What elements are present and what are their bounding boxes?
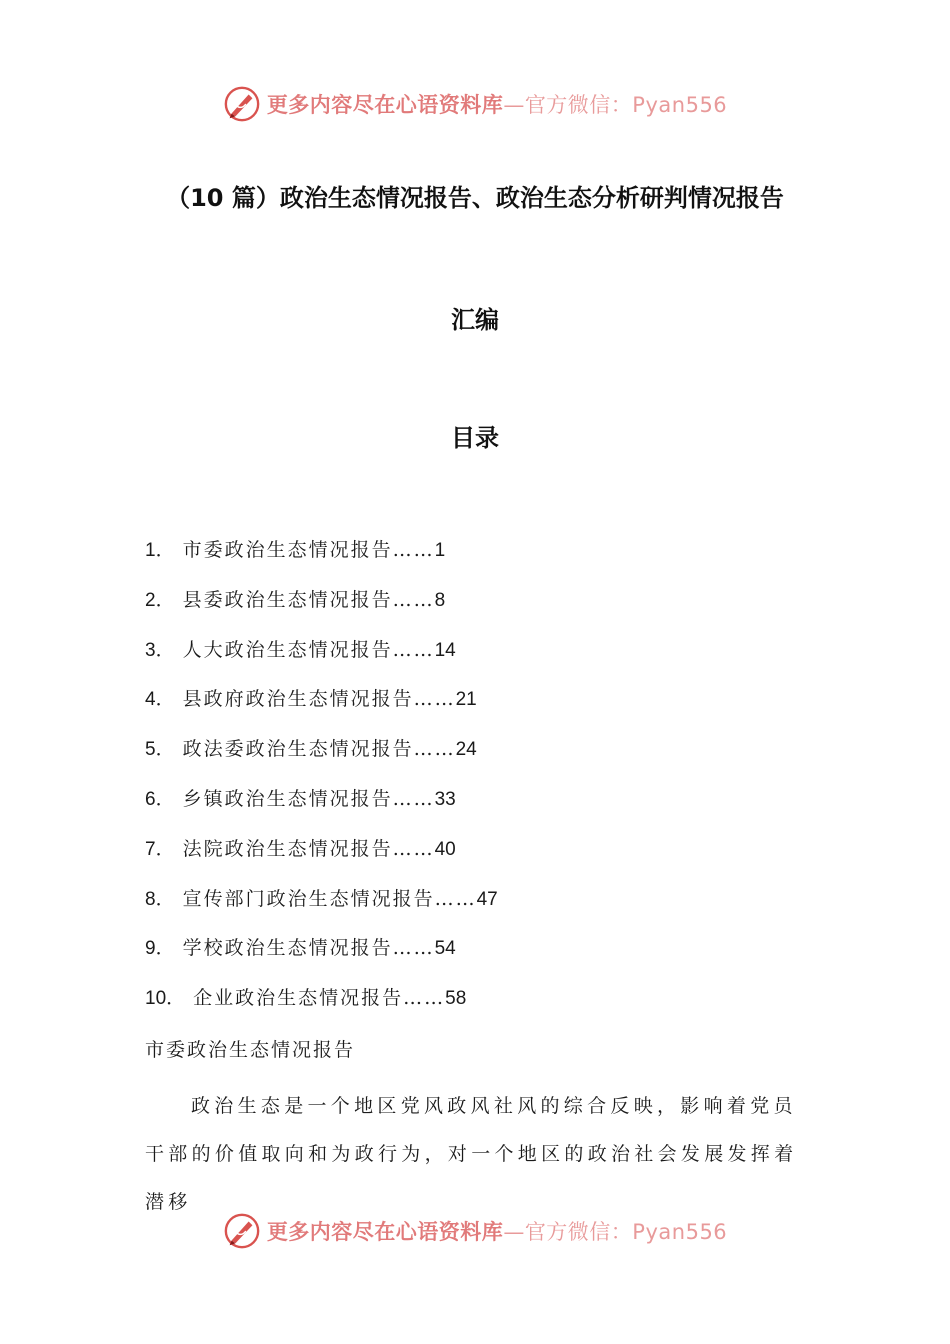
toc-item-label: 学校政治生态情况报告…… <box>182 937 435 960</box>
toc-item-number: 9． <box>145 938 175 960</box>
toc-item-label: 市委政治生态情况报告…… <box>182 539 435 561</box>
toc-item-page: 21 <box>455 689 477 711</box>
toc-item-number: 10． <box>145 988 186 1010</box>
body-paragraph: 政治生态是一个地区党风政风社风的综合反映，影响着党员干部的价值取向和为政行为，对一个地区的政治社会发展发挥着潜移 <box>145 1095 798 1213</box>
toc-item-number: 6． <box>145 788 175 810</box>
toc-item-label: 宣传部门政治生态情况报告…… <box>182 887 477 910</box>
toc-item-page: 40 <box>434 838 456 860</box>
toc-item-number: 1． <box>145 540 175 561</box>
watermark-banner-bottom <box>0 1206 950 1256</box>
toc-item-page: 47 <box>476 888 498 910</box>
watermark-text-contact: —官方微信：Pyan556 <box>503 93 728 117</box>
toc-item-label: 人大政治生态情况报告…… <box>182 638 435 661</box>
toc-item-number: 3． <box>145 639 175 661</box>
toc-item-page: 24 <box>455 739 477 761</box>
toc-item-page: 54 <box>434 938 456 960</box>
toc-item[interactable] <box>145 534 498 584</box>
table-of-contents <box>145 534 498 1032</box>
toc-item-number: 5． <box>145 739 175 761</box>
toc-item-page: 58 <box>445 988 467 1010</box>
toc-item-page: 33 <box>434 788 456 810</box>
toc-item[interactable] <box>145 733 498 783</box>
toc-item-number: 4． <box>145 689 175 711</box>
toc-item[interactable] <box>145 833 498 883</box>
watermark-banner-top <box>0 79 950 129</box>
toc-item-label: 乡镇政治生态情况报告…… <box>182 787 435 810</box>
toc-item[interactable] <box>145 982 498 1032</box>
toc-item-number: 2． <box>145 589 175 611</box>
toc-item-label: 企业政治生态情况报告…… <box>193 987 446 1010</box>
toc-item-page: 8 <box>434 589 446 611</box>
pen-logo-icon <box>223 85 261 123</box>
toc-item[interactable] <box>145 584 498 634</box>
toc-item-label: 县政府政治生态情况报告…… <box>182 688 456 711</box>
toc-item[interactable] <box>145 932 498 982</box>
watermark-text-main: 更多内容尽在心语资料库 <box>266 1219 504 1244</box>
section-heading: 市委政治生态情况报告 <box>145 1039 356 1061</box>
document-title-line1: （10 篇）政治生态情况报告、政治生态分析研判情况报告 <box>166 184 784 212</box>
toc-item-number: 7． <box>145 838 175 860</box>
toc-item-number: 8． <box>145 888 175 910</box>
document-title-line2: 汇编 <box>451 306 499 334</box>
toc-item-label: 法院政治生态情况报告…… <box>182 837 435 860</box>
watermark-text-contact: —官方微信：Pyan556 <box>503 1220 728 1244</box>
toc-item[interactable] <box>145 634 498 684</box>
toc-item[interactable] <box>145 783 498 833</box>
toc-item[interactable] <box>145 683 498 733</box>
toc-item-page: 1 <box>434 540 446 561</box>
toc-heading: 目录 <box>451 424 499 452</box>
pen-logo-icon <box>223 1212 261 1250</box>
toc-item-page: 14 <box>434 639 456 661</box>
toc-item-label: 县委政治生态情况报告…… <box>182 588 435 611</box>
toc-item-label: 政法委政治生态情况报告…… <box>182 738 456 761</box>
toc-item[interactable] <box>145 883 498 933</box>
watermark-text-main: 更多内容尽在心语资料库 <box>266 92 504 117</box>
